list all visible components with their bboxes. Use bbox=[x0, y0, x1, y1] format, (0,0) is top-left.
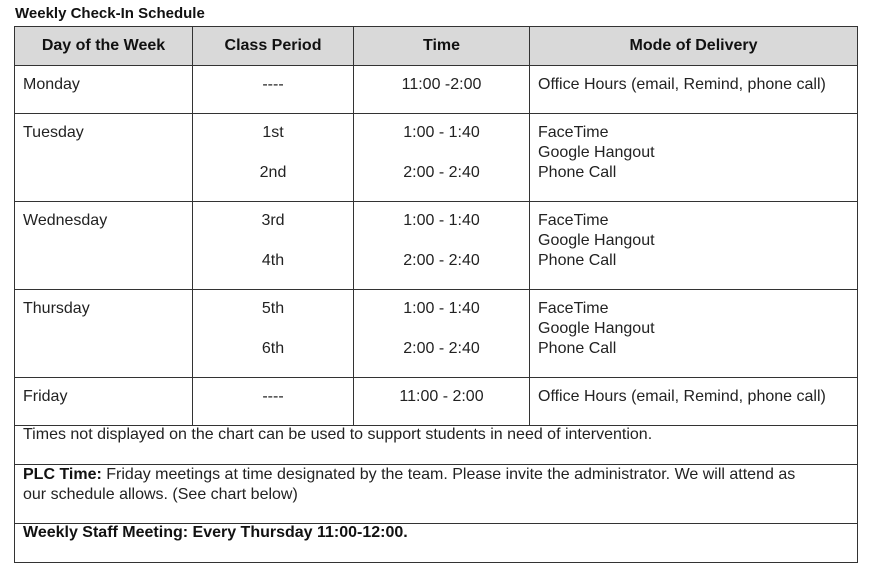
mode-label: Office Hours (email, Remind, phone call) bbox=[538, 388, 826, 405]
period-cell bbox=[193, 202, 354, 290]
table-row bbox=[15, 202, 858, 290]
header-class-period: Class Period bbox=[193, 27, 354, 66]
period-label: ---- bbox=[262, 76, 284, 93]
check-in-schedule-table bbox=[14, 26, 858, 563]
table-row bbox=[15, 114, 858, 202]
plc-note-row bbox=[15, 465, 858, 524]
day-label: Monday bbox=[23, 76, 80, 93]
document-title: Weekly Check-In Schedule bbox=[15, 5, 205, 22]
mode-label: Phone Call bbox=[538, 164, 617, 181]
day-cell bbox=[15, 114, 193, 202]
period-cell bbox=[193, 114, 354, 202]
time-label: 2:00 - 2:40 bbox=[403, 252, 480, 269]
plc-text-line2: our schedule allows. (See chart below) bbox=[23, 486, 298, 503]
staff-meeting-note: Weekly Staff Meeting: Every Thursday 11:00-12:00. bbox=[15, 524, 858, 563]
day-label: Wednesday bbox=[23, 212, 108, 229]
day-label: Tuesday bbox=[23, 124, 84, 141]
time-cell bbox=[354, 202, 530, 290]
period-label: 5th bbox=[261, 300, 285, 317]
time-label: 1:00 - 1:40 bbox=[403, 124, 480, 141]
day-cell bbox=[15, 378, 193, 426]
period-cell bbox=[193, 290, 354, 378]
period-label: 3rd bbox=[261, 212, 285, 229]
day-label: Thursday bbox=[23, 300, 90, 317]
header-day: Day of the Week bbox=[15, 27, 193, 66]
day-cell bbox=[15, 202, 193, 290]
period-cell bbox=[193, 66, 354, 114]
mode-label: FaceTime bbox=[538, 124, 609, 141]
time-label: 2:00 - 2:40 bbox=[403, 340, 480, 357]
mode-label: Google Hangout bbox=[538, 144, 655, 161]
period-label: 4th bbox=[261, 252, 285, 269]
period-label: ---- bbox=[262, 388, 284, 405]
period-label: 2nd bbox=[259, 164, 287, 181]
header-time: Time bbox=[354, 27, 530, 66]
mode-label: Phone Call bbox=[538, 252, 617, 269]
time-cell bbox=[354, 378, 530, 426]
mode-cell bbox=[530, 378, 858, 426]
time-cell bbox=[354, 66, 530, 114]
plc-text-line1: Friday meetings at time designated by the team. Please invite the administrator. We will attend as bbox=[101, 466, 796, 483]
mode-label: FaceTime bbox=[538, 300, 609, 317]
table-row bbox=[15, 378, 858, 426]
mode-label: Google Hangout bbox=[538, 232, 655, 249]
day-cell bbox=[15, 66, 193, 114]
mode-cell bbox=[530, 66, 858, 114]
mode-cell bbox=[530, 202, 858, 290]
mode-label: Google Hangout bbox=[538, 320, 655, 337]
day-label: Friday bbox=[23, 388, 68, 405]
time-label: 11:00 -2:00 bbox=[401, 76, 482, 93]
time-cell bbox=[354, 114, 530, 202]
mode-label: Office Hours (email, Remind, phone call) bbox=[538, 76, 826, 93]
times-note: Times not displayed on the chart can be used to support students in need of intervention. bbox=[15, 426, 858, 465]
staff-meeting-row bbox=[15, 524, 858, 563]
header-mode-of-delivery: Mode of Delivery bbox=[530, 27, 858, 66]
plc-label: PLC Time: bbox=[23, 466, 102, 483]
table-header-row bbox=[15, 27, 858, 66]
mode-label: Phone Call bbox=[538, 340, 617, 357]
day-cell bbox=[15, 290, 193, 378]
time-cell bbox=[354, 290, 530, 378]
time-label: 1:00 - 1:40 bbox=[403, 212, 480, 229]
period-label: 6th bbox=[261, 340, 285, 357]
table-row bbox=[15, 290, 858, 378]
time-label: 2:00 - 2:40 bbox=[403, 164, 480, 181]
mode-cell bbox=[530, 290, 858, 378]
period-cell bbox=[193, 378, 354, 426]
plc-note bbox=[15, 465, 858, 524]
period-label: 1st bbox=[262, 124, 284, 141]
time-label: 1:00 - 1:40 bbox=[403, 300, 480, 317]
mode-label: FaceTime bbox=[538, 212, 609, 229]
time-label: 11:00 - 2:00 bbox=[399, 388, 484, 405]
table-row bbox=[15, 66, 858, 114]
mode-cell bbox=[530, 114, 858, 202]
times-note-row bbox=[15, 426, 858, 465]
